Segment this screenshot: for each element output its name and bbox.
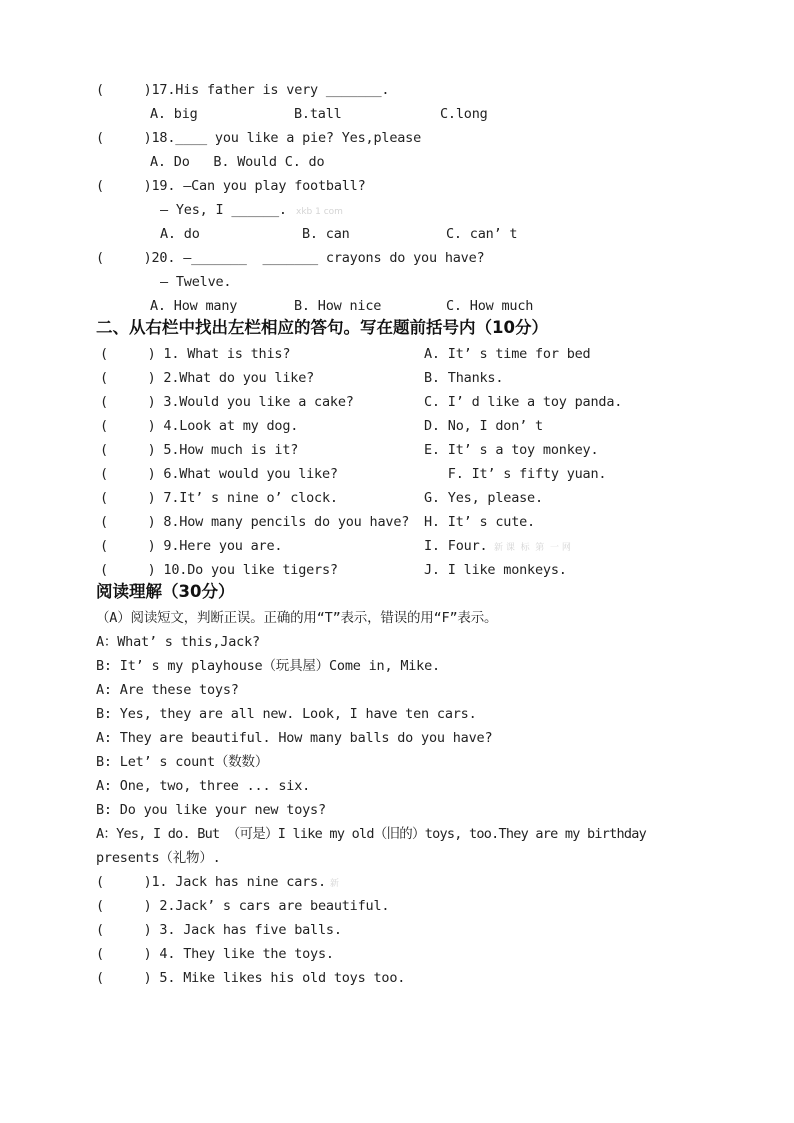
- watermark-3: 新: [330, 879, 340, 889]
- section-2-heading: 二、从右栏中找出左栏相应的答句。写在题前括号内（10分）: [96, 318, 548, 337]
- match-question-1: ( ) 1. What is this?: [100, 346, 291, 362]
- dialog-line-2: B: It’ s my playhouse（玩具屋）Come in, Mike.: [96, 658, 440, 674]
- question-18: ( )18.____ you like a pie? Yes,please: [96, 130, 422, 146]
- question-19-option-c: C. can’ t: [446, 226, 518, 242]
- match-question-8: ( ) 8.How many pencils do you have?: [100, 514, 410, 530]
- question-19: ( )19. —Can you play football?: [96, 178, 366, 194]
- question-20-option-a: A. How many: [150, 298, 238, 314]
- question-19-reply: — Yes, I ______.: [160, 202, 287, 218]
- match-answer-a: A. It’ s time for bed: [424, 346, 591, 362]
- dialog-line-9: A：Yes, I do. But （可是）I like my old（旧的）toys, too.They are my birthday: [96, 826, 647, 842]
- match-question-10: ( ) 10.Do you like tigers?: [100, 562, 338, 578]
- dialog-line-3: A: Are these toys?: [96, 682, 239, 698]
- match-answer-e: E. It’ s a toy monkey.: [424, 442, 599, 458]
- question-19-option-a: A. do: [160, 226, 200, 242]
- match-answer-b: B. Thanks.: [424, 370, 504, 386]
- match-answer-i: I. Four.: [424, 538, 488, 554]
- match-answer-d: D. No, I don’ t: [424, 418, 543, 434]
- dialog-line-5: A: They are beautiful. How many balls do you have?: [96, 730, 493, 746]
- match-question-9: ( ) 9.Here you are.: [100, 538, 283, 554]
- match-question-7: ( ) 7.It’ s nine o’ clock.: [100, 490, 338, 506]
- match-question-2: ( ) 2.What do you like?: [100, 370, 315, 386]
- tf-question-3: ( ) 3. Jack has five balls.: [96, 922, 342, 938]
- question-20-option-b: B. How nice: [294, 298, 382, 314]
- question-20: ( )20. —_______ _______ crayons do you have?: [96, 250, 485, 266]
- reading-instruction: （A）阅读短文，判断正误。正确的用“T”表示，错误的用“F”表示。: [96, 610, 498, 626]
- tf-question-5: ( ) 5. Mike likes his old toys too.: [96, 970, 406, 986]
- dialog-line-1: A：What’ s this,Jack?: [96, 634, 260, 650]
- dialog-line-7: A: One, two, three ... six.: [96, 778, 311, 794]
- question-17-option-b: B.tall: [294, 106, 342, 122]
- question-17: ( )17.His father is very _______.: [96, 82, 390, 98]
- dialog-line-10: presents（礼物）.: [96, 850, 221, 866]
- match-question-6: ( ) 6.What would you like?: [100, 466, 338, 482]
- match-question-4: ( ) 4.Look at my dog.: [100, 418, 299, 434]
- question-17-option-a: A. big: [150, 106, 198, 122]
- match-answer-j: J. I like monkeys.: [424, 562, 567, 578]
- match-answer-f: F. It’ s fifty yuan.: [424, 466, 607, 482]
- match-question-5: ( ) 5.How much is it?: [100, 442, 299, 458]
- question-20-option-c: C. How much: [446, 298, 534, 314]
- tf-question-4: ( ) 4. They like the toys.: [96, 946, 334, 962]
- tf-question-2: ( ) 2.Jack’ s cars are beautiful.: [96, 898, 390, 914]
- match-answer-c: C. I’ d like a toy panda.: [424, 394, 623, 410]
- question-18-options: A. Do B. Would C. do: [150, 154, 325, 170]
- question-19-option-b: B. can: [302, 226, 350, 242]
- dialog-line-8: B: Do you like your new toys?: [96, 802, 326, 818]
- match-answer-g: G. Yes, please.: [424, 490, 543, 506]
- dialog-line-4: B: Yes, they are all new. Look, I have ten cars.: [96, 706, 477, 722]
- question-17-option-c: C.long: [440, 106, 488, 122]
- dialog-line-6: B: Let’ s count（数数）: [96, 754, 269, 770]
- tf-question-1: ( )1. Jack has nine cars.: [96, 874, 326, 890]
- watermark-2: 新 课 标 第 一 网: [494, 543, 571, 553]
- question-20-reply: — Twelve.: [160, 274, 232, 290]
- section-3-heading: 阅读理解（30分）: [96, 582, 235, 601]
- watermark-1: xkb 1 com: [296, 207, 343, 217]
- match-answer-h: H. It’ s cute.: [424, 514, 535, 530]
- match-question-3: ( ) 3.Would you like a cake?: [100, 394, 354, 410]
